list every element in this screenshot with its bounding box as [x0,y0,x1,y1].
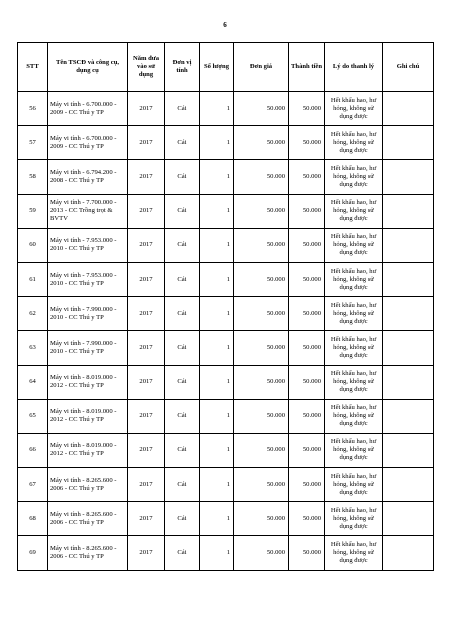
header-reason: Lý do thanh lý [325,43,383,92]
cell-note [383,433,434,467]
cell-reason: Hết khấu hao, hư hỏng, không sử dụng được [325,331,383,365]
cell-note [383,365,434,399]
cell-unit-price: 50.000 [234,433,289,467]
cell-unit: Cái [165,433,200,467]
cell-note [383,399,434,433]
cell-reason: Hết khấu hao, hư hỏng, không sử dụng được [325,468,383,502]
cell-stt: 61 [18,262,48,296]
cell-year: 2017 [128,433,165,467]
cell-unit-price: 50.000 [234,502,289,536]
table-row [18,331,434,365]
cell-asset-name: Máy vi tính - 7.990.000 - 2010 - CC Thú y TP [48,297,128,331]
table-row [18,262,434,296]
cell-quantity: 1 [200,536,234,570]
cell-reason: Hết khấu hao, hư hỏng, không sử dụng được [325,92,383,126]
cell-total: 50.000 [289,297,325,331]
cell-total: 50.000 [289,228,325,262]
cell-year: 2017 [128,228,165,262]
cell-unit-price: 50.000 [234,126,289,160]
header-total: Thành tiền [289,43,325,92]
cell-note [383,536,434,570]
cell-reason: Hết khấu hao, hư hỏng, không sử dụng được [325,262,383,296]
table-row [18,194,434,228]
cell-quantity: 1 [200,92,234,126]
cell-asset-name: Máy vi tính - 8.019.000 - 2012 - CC Thú y TP [48,433,128,467]
cell-year: 2017 [128,468,165,502]
cell-asset-name: Máy vi tính - 6.700.000 - 2009 - CC Thú y TP [48,126,128,160]
cell-stt: 58 [18,160,48,194]
cell-year: 2017 [128,297,165,331]
cell-stt: 57 [18,126,48,160]
table-row [18,502,434,536]
cell-asset-name: Máy vi tính - 8.265.600 - 2006 - CC Thú y TP [48,536,128,570]
cell-note [383,331,434,365]
header-stt: STT [18,43,48,92]
table-row [18,228,434,262]
cell-reason: Hết khấu hao, hư hỏng, không sử dụng được [325,297,383,331]
cell-stt: 68 [18,502,48,536]
cell-year: 2017 [128,262,165,296]
cell-reason: Hết khấu hao, hư hỏng, không sử dụng được [325,228,383,262]
cell-reason: Hết khấu hao, hư hỏng, không sử dụng được [325,502,383,536]
cell-note [383,126,434,160]
header-year: Năm đưa vào sử dụng [128,43,165,92]
cell-note [383,228,434,262]
cell-quantity: 1 [200,365,234,399]
cell-quantity: 1 [200,468,234,502]
cell-unit: Cái [165,194,200,228]
cell-note [383,502,434,536]
cell-unit-price: 50.000 [234,262,289,296]
table-row [18,399,434,433]
cell-stt: 63 [18,331,48,365]
header-quantity: Số lượng [200,43,234,92]
cell-unit: Cái [165,228,200,262]
cell-quantity: 1 [200,262,234,296]
cell-total: 50.000 [289,331,325,365]
table-row [18,433,434,467]
cell-note [383,194,434,228]
cell-quantity: 1 [200,194,234,228]
cell-unit-price: 50.000 [234,228,289,262]
cell-total: 50.000 [289,92,325,126]
cell-unit-price: 50.000 [234,365,289,399]
cell-total: 50.000 [289,433,325,467]
table-row [18,160,434,194]
cell-asset-name: Máy vi tính - 6.794.200 - 2008 - CC Thú y TP [48,160,128,194]
cell-stt: 67 [18,468,48,502]
cell-stt: 65 [18,399,48,433]
cell-total: 50.000 [289,262,325,296]
cell-unit-price: 50.000 [234,399,289,433]
cell-year: 2017 [128,92,165,126]
cell-reason: Hết khấu hao, hư hỏng, không sử dụng được [325,365,383,399]
cell-year: 2017 [128,160,165,194]
cell-note [383,160,434,194]
cell-stt: 56 [18,92,48,126]
table-row [18,126,434,160]
header-unit-price: Đơn giá [234,43,289,92]
cell-unit-price: 50.000 [234,331,289,365]
cell-quantity: 1 [200,126,234,160]
cell-total: 50.000 [289,399,325,433]
cell-quantity: 1 [200,160,234,194]
cell-reason: Hết khấu hao, hư hỏng, không sử dụng được [325,160,383,194]
cell-total: 50.000 [289,536,325,570]
cell-year: 2017 [128,399,165,433]
cell-note [383,92,434,126]
cell-total: 50.000 [289,468,325,502]
cell-stt: 66 [18,433,48,467]
header-unit: Đơn vị tính [165,43,200,92]
cell-reason: Hết khấu hao, hư hỏng, không sử dụng được [325,536,383,570]
cell-year: 2017 [128,502,165,536]
cell-asset-name: Máy vi tính - 7.990.000 - 2010 - CC Thú y TP [48,331,128,365]
table-row [18,468,434,502]
page-number: 6 [223,21,227,29]
asset-liquidation-table [17,42,434,571]
table-header-row [18,43,434,92]
cell-stt: 69 [18,536,48,570]
cell-unit-price: 50.000 [234,194,289,228]
cell-quantity: 1 [200,433,234,467]
cell-stt: 59 [18,194,48,228]
cell-asset-name: Máy vi tính - 8.265.600 - 2006 - CC Thú y TP [48,468,128,502]
cell-unit-price: 50.000 [234,160,289,194]
cell-unit: Cái [165,262,200,296]
cell-year: 2017 [128,365,165,399]
cell-year: 2017 [128,536,165,570]
header-note: Ghi chú [383,43,434,92]
cell-quantity: 1 [200,399,234,433]
cell-asset-name: Máy vi tính - 6.700.000 - 2009 - CC Thú y TP [48,92,128,126]
cell-reason: Hết khấu hao, hư hỏng, không sử dụng được [325,126,383,160]
cell-reason: Hết khấu hao, hư hỏng, không sử dụng được [325,433,383,467]
cell-unit: Cái [165,331,200,365]
table-row [18,297,434,331]
table-body [18,92,434,571]
cell-unit: Cái [165,536,200,570]
cell-asset-name: Máy vi tính - 7.953.000 - 2010 - CC Thú y TP [48,228,128,262]
cell-unit-price: 50.000 [234,92,289,126]
cell-unit: Cái [165,502,200,536]
cell-note [383,468,434,502]
cell-quantity: 1 [200,228,234,262]
cell-unit-price: 50.000 [234,297,289,331]
cell-total: 50.000 [289,365,325,399]
cell-unit: Cái [165,399,200,433]
table-row [18,536,434,570]
cell-reason: Hết khấu hao, hư hỏng, không sử dụng được [325,194,383,228]
cell-unit: Cái [165,468,200,502]
cell-quantity: 1 [200,297,234,331]
cell-asset-name: Máy vi tính - 8.265.600 - 2006 - CC Thú y TP [48,502,128,536]
cell-total: 50.000 [289,160,325,194]
cell-asset-name: Máy vi tính - 7.953.000 - 2010 - CC Thú y TP [48,262,128,296]
cell-asset-name: Máy vi tính - 8.019.000 - 2012 - CC Thú y TP [48,399,128,433]
cell-unit: Cái [165,160,200,194]
table-row [18,365,434,399]
cell-quantity: 1 [200,331,234,365]
header-name: Tên TSCĐ và công cụ, dụng cụ [48,43,128,92]
cell-unit: Cái [165,126,200,160]
cell-stt: 64 [18,365,48,399]
cell-year: 2017 [128,331,165,365]
cell-note [383,262,434,296]
cell-reason: Hết khấu hao, hư hỏng, không sử dụng được [325,399,383,433]
cell-unit-price: 50.000 [234,468,289,502]
cell-quantity: 1 [200,502,234,536]
cell-stt: 62 [18,297,48,331]
table-row [18,92,434,126]
cell-stt: 60 [18,228,48,262]
cell-unit: Cái [165,365,200,399]
cell-unit-price: 50.000 [234,536,289,570]
cell-year: 2017 [128,194,165,228]
cell-total: 50.000 [289,126,325,160]
cell-total: 50.000 [289,194,325,228]
cell-note [383,297,434,331]
cell-total: 50.000 [289,502,325,536]
cell-unit: Cái [165,297,200,331]
cell-asset-name: Máy vi tính - 8.019.000 - 2012 - CC Thú y TP [48,365,128,399]
cell-asset-name: Máy vi tính - 7.700.000 - 2013 - CC Trồng trọt & BVTV [48,194,128,228]
cell-year: 2017 [128,126,165,160]
cell-unit: Cái [165,92,200,126]
